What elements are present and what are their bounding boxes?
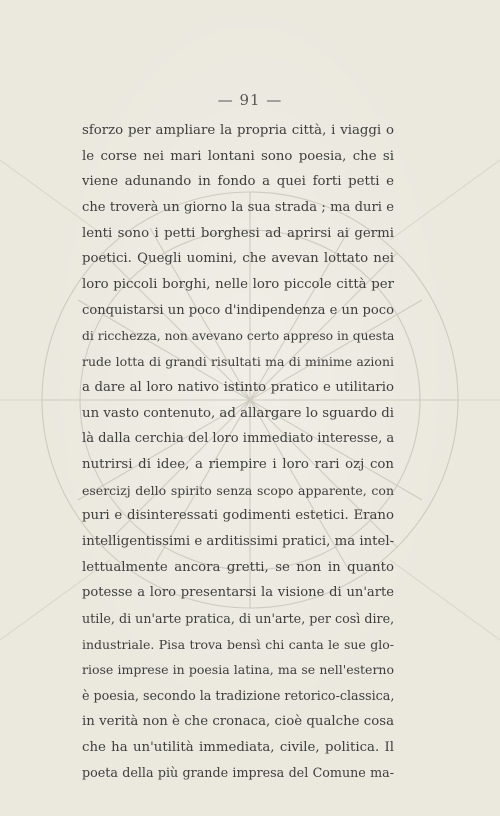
page-number: — 91 — <box>217 91 283 109</box>
stamp-edge-line <box>390 560 500 640</box>
text-line: loro piccoli borghi, nelle loro piccole città per <box>82 277 394 293</box>
text-line: lenti sono i petti borghesi ad aprirsi ai germi <box>82 225 394 241</box>
text-line: riose imprese in poesia latina, ma se nell'esterno <box>82 662 394 678</box>
text-line: esercizj dello spirito senza scopo apparente, con <box>82 482 394 498</box>
text-line: sforzo per ampliare la propria città, i viaggi o <box>82 123 394 138</box>
text-line: è poesia, secondo la tradizione retorico-classica, <box>82 688 394 704</box>
text-line: che ha un'utilità immediata, civile, politica. Il <box>82 739 394 755</box>
text-line: che troverà un giorno la sua strada ; ma duri e <box>82 200 394 216</box>
text-line: industriale. Pisa trova bensì chi canta le sue glo- <box>82 636 394 652</box>
text-line: viene adunando in fondo a quei forti petti e <box>82 174 394 190</box>
text-line: là dalla cerchia del loro immediato interesse, a <box>82 431 394 447</box>
text-line: le corse nei mari lontani sono poesia, che si <box>82 148 394 164</box>
text-line: nutrirsi di idee, a riempire i loro rari ozj con <box>82 456 394 472</box>
text-line: puri e disinteressati godimenti estetici. Erano <box>82 508 394 524</box>
text-line: in verità non è che cronaca, cioè qualche cosa <box>82 713 394 729</box>
body-text <box>82 118 394 786</box>
text-line: a dare al loro nativo istinto pratico e utilitario <box>82 379 394 395</box>
text-line: lettualmente ancora gretti, se non in quanto <box>82 559 394 575</box>
text-line: un vasto contenuto, ad allargare lo sguardo di <box>82 405 394 421</box>
text-line: poetici. Quegli uomini, che avevan lottato nei <box>82 251 394 267</box>
text-line: conquistarsi un poco d'indipendenza e un poco <box>82 302 394 318</box>
text-line: rude lotta di grandi risultati ma di minime azioni <box>82 354 394 370</box>
text-line: potesse a loro presentarsi la visione di un'arte <box>82 585 394 601</box>
text-line: intelligentissimi e arditissimi pratici, ma intel- <box>82 534 394 549</box>
text-line: di ricchezza, non avevano certo appreso in questa <box>82 328 394 343</box>
text-line: poeta della più grande impresa del Comune ma- <box>82 765 394 781</box>
text-line: utile, di un'arte pratica, di un'arte, per così dire, <box>82 611 394 627</box>
stamp-edge-line <box>390 160 500 240</box>
